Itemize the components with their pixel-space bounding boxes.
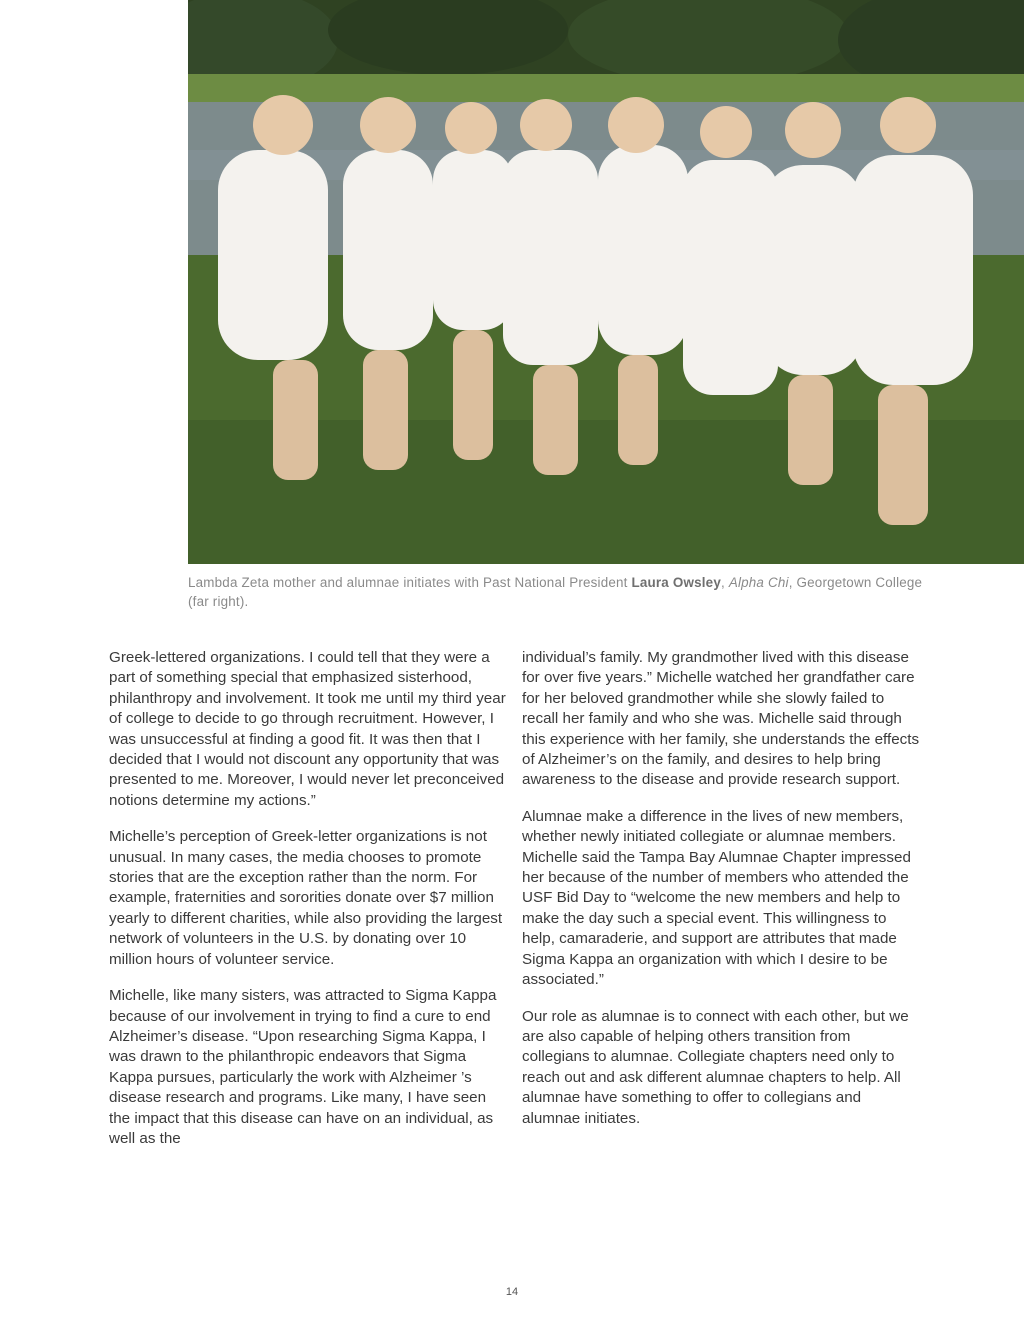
right-column — [522, 648, 922, 1145]
page-number: 14 — [505, 1286, 519, 1298]
photo-caption — [188, 573, 928, 611]
paragraph: Our role as alumnae is to connect with each other, but we are also capable of helping others transition from collegians to alumnae. Collegiate chapters need only to reach out and ask different alumnae chapters to help. All alumnae have something to offer to collegians and alumnae initiates. — [522, 1007, 909, 1127]
paragraph: Michelle, like many sisters, was attracted to Sigma Kappa because of our involvement in trying to find a cure to end Alzheimer’s disease. “Upon researching Sigma Kappa, I was drawn to the philanthropic endeavors that Sigma Kappa pursues, particularly the work with Alzheimer ’s disease research and programs. Like many, I have seen the impact that this disease can have on an individual, as well as the — [109, 987, 497, 1147]
paragraph: Michelle’s perception of Greek-letter organizations is not unusual. In many cases, the media chooses to promote stories that are the exception rather than the norm. For example, fraternities and sororities donate over $7 million yearly to different charities, while also providing the largest network of volunteers in the U.S. by donating over 10 million hours of volunteer service. — [109, 828, 503, 968]
paragraph: individual’s family. My grandmother lived with this disease for over five years.” Michelle watched her grandfather care for her beloved grandmother while she slowly failed to recall her family and who she was. Michelle said through this experience with her family, she understands the effects of Alzheimer’s on the family, and desires to help bring awareness to the disease and provide research support. — [522, 649, 920, 789]
caption-name: Laura Owsley — [631, 575, 721, 590]
left-column — [109, 648, 509, 1165]
group-photo — [188, 0, 1024, 564]
paragraph: Alumnae make a difference in the lives of new members, whether newly initiated collegiate or alumnae members. Michelle said the Tampa Bay Alumnae Chapter impressed her because of the number of members who attended the USF Bid Day to “welcome the new members and help to make the day such a special event. This willingness to help, camaraderie, and support are attributes that made Sigma Kappa an organization with which I desire to be associated.” — [522, 807, 911, 989]
group-photo-illustration — [188, 0, 1024, 564]
caption-separator: , — [720, 575, 729, 590]
paragraph: Greek-lettered organizations. I could tell that they were a part of something special that emphasized sisterhood, philanthropy and involvement. It took me until my third year of college to decide to go through recruitment. However, I was unsuccessful at finding a good fit. It was then that I decided that I would not discount any opportunity that was presented to me. Moreover, I would never let preconceived notions determine my actions.” — [109, 649, 506, 809]
caption-suffix: , Georgetown College (far right). — [188, 575, 923, 609]
caption-text: Lambda Zeta mother and alumnae initiates with Past National President — [188, 575, 632, 590]
caption-chapter: Alpha Chi — [728, 575, 789, 590]
